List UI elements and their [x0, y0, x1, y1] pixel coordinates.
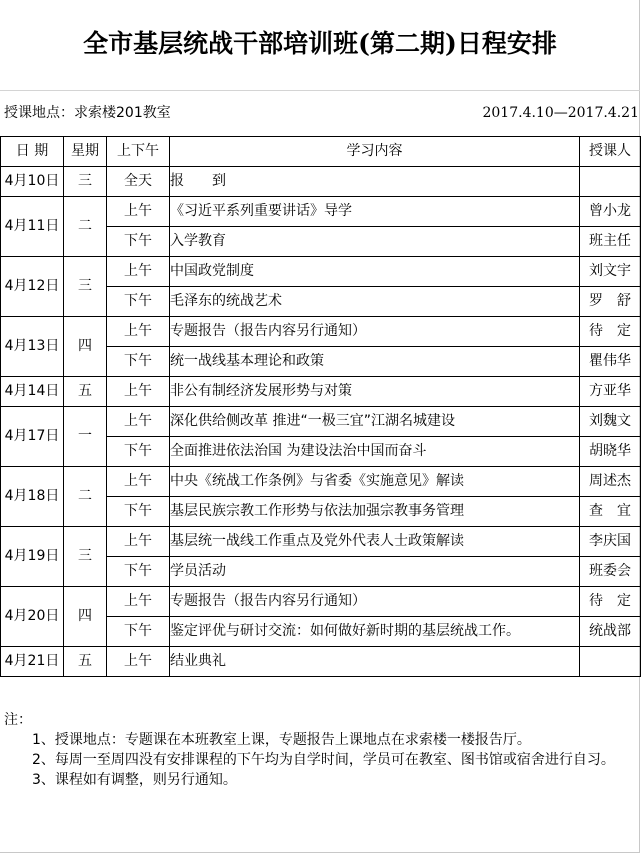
- teacher-cell: [580, 167, 641, 197]
- teacher-cell: 查 宜: [580, 497, 641, 527]
- teacher-cell: 待 定: [580, 587, 641, 617]
- header-content: 学习内容: [170, 137, 580, 167]
- content-cell: 中央《统战工作条例》与省委《实施意见》解读: [170, 467, 580, 497]
- date-cell: 4月10日: [1, 167, 64, 197]
- table-row: [1, 527, 641, 557]
- header-weekday: 星期: [64, 137, 107, 167]
- weekday-cell: 二: [64, 197, 107, 257]
- date-cell: 4月19日: [1, 527, 64, 587]
- weekday-cell: 五: [64, 647, 107, 677]
- teacher-cell: 刘文宇: [580, 257, 641, 287]
- period-cell: 上午: [107, 377, 170, 407]
- schedule-body: [1, 167, 641, 677]
- weekday-cell: 一: [64, 407, 107, 467]
- period-cell: 下午: [107, 497, 170, 527]
- period-cell: 上午: [107, 587, 170, 617]
- teacher-cell: 曾小龙: [580, 197, 641, 227]
- date-cell: 4月17日: [1, 407, 64, 467]
- content-cell: 非公有制经济发展形势与对策: [170, 377, 580, 407]
- content-cell: 基层统一战线工作重点及党外代表人士政策解读: [170, 527, 580, 557]
- date-range: 2017.4.10—2017.4.21: [482, 105, 639, 121]
- date-cell: 4月12日: [1, 257, 64, 317]
- location-text: 授课地点：求索楼201教室: [4, 105, 171, 121]
- table-row: [1, 407, 641, 437]
- date-cell: 4月14日: [1, 377, 64, 407]
- content-cell: 鉴定评优与研讨交流：如何做好新时期的基层统战工作。: [170, 617, 580, 647]
- date-cell: 4月13日: [1, 317, 64, 377]
- period-cell: 上午: [107, 527, 170, 557]
- content-cell: 毛泽东的统战艺术: [170, 287, 580, 317]
- table-row: [1, 257, 641, 287]
- period-cell: 上午: [107, 317, 170, 347]
- period-cell: 上午: [107, 197, 170, 227]
- table-row: [1, 197, 641, 227]
- weekday-cell: 四: [64, 317, 107, 377]
- weekday-cell: 四: [64, 587, 107, 647]
- table-row: [1, 377, 641, 407]
- weekday-cell: 五: [64, 377, 107, 407]
- period-cell: 下午: [107, 347, 170, 377]
- period-cell: 上午: [107, 647, 170, 677]
- content-cell: 结业典礼: [170, 647, 580, 677]
- teacher-cell: 瞿伟华: [580, 347, 641, 377]
- period-cell: 下午: [107, 557, 170, 587]
- content-cell: 《习近平系列重要讲话》导学: [170, 197, 580, 227]
- header-period: 上下午: [107, 137, 170, 167]
- date-cell: 4月20日: [1, 587, 64, 647]
- date-cell: 4月21日: [1, 647, 64, 677]
- period-cell: 下午: [107, 287, 170, 317]
- teacher-cell: [580, 647, 641, 677]
- schedule-table: [0, 136, 641, 677]
- teacher-cell: 班主任: [580, 227, 641, 257]
- date-cell: 4月18日: [1, 467, 64, 527]
- table-row: [1, 467, 641, 497]
- notes-section: [4, 710, 636, 790]
- content-cell: 全面推进依法治国 为建设法治中国而奋斗: [170, 437, 580, 467]
- content-cell: 基层民族宗教工作形势与依法加强宗教事务管理: [170, 497, 580, 527]
- teacher-cell: 待 定: [580, 317, 641, 347]
- content-cell: 专题报告（报告内容另行通知）: [170, 587, 580, 617]
- teacher-cell: 统战部: [580, 617, 641, 647]
- header-date: 日 期: [1, 137, 64, 167]
- content-cell: 中国政党制度: [170, 257, 580, 287]
- teacher-cell: 刘魏文: [580, 407, 641, 437]
- weekday-cell: 三: [64, 527, 107, 587]
- period-cell: 下午: [107, 227, 170, 257]
- table-row: [1, 317, 641, 347]
- teacher-cell: 胡晓华: [580, 437, 641, 467]
- note-item: 3、课程如有调整，则另行通知。: [32, 772, 237, 788]
- weekday-cell: 三: [64, 167, 107, 197]
- content-cell: 深化供给侧改革 推进“一极三宜”江湖名城建设: [170, 407, 580, 437]
- divider: [0, 90, 640, 91]
- table-row: [1, 167, 641, 197]
- teacher-cell: 罗 舒: [580, 287, 641, 317]
- date-cell: 4月11日: [1, 197, 64, 257]
- teacher-cell: 李庆国: [580, 527, 641, 557]
- note-item: 2、每周一至周四没有安排课程的下午均为自学时间，学员可在教室、图书馆或宿舍进行自习。: [32, 752, 615, 768]
- period-cell: 下午: [107, 437, 170, 467]
- table-header-row: [1, 137, 641, 167]
- teacher-cell: 方亚华: [580, 377, 641, 407]
- period-cell: 全天: [107, 167, 170, 197]
- header-teacher: 授课人: [580, 137, 641, 167]
- note-item: 1、授课地点：专题课在本班教室上课，专题报告上课地点在求索楼一楼报告厅。: [32, 732, 531, 748]
- period-cell: 下午: [107, 617, 170, 647]
- teacher-cell: 班委会: [580, 557, 641, 587]
- content-cell: 入学教育: [170, 227, 580, 257]
- weekday-cell: 二: [64, 467, 107, 527]
- content-cell: 学员活动: [170, 557, 580, 587]
- table-row: [1, 587, 641, 617]
- content-cell: 专题报告（报告内容另行通知）: [170, 317, 580, 347]
- period-cell: 上午: [107, 407, 170, 437]
- content-cell: 统一战线基本理论和政策: [170, 347, 580, 377]
- page-title: 全市基层统战干部培训班(第二期)日程安排: [83, 29, 557, 58]
- teacher-cell: 周述杰: [580, 467, 641, 497]
- content-cell: 报 到: [170, 167, 580, 197]
- table-row: [1, 647, 641, 677]
- period-cell: 上午: [107, 467, 170, 497]
- notes-heading: 注：: [4, 712, 32, 728]
- period-cell: 上午: [107, 257, 170, 287]
- weekday-cell: 三: [64, 257, 107, 317]
